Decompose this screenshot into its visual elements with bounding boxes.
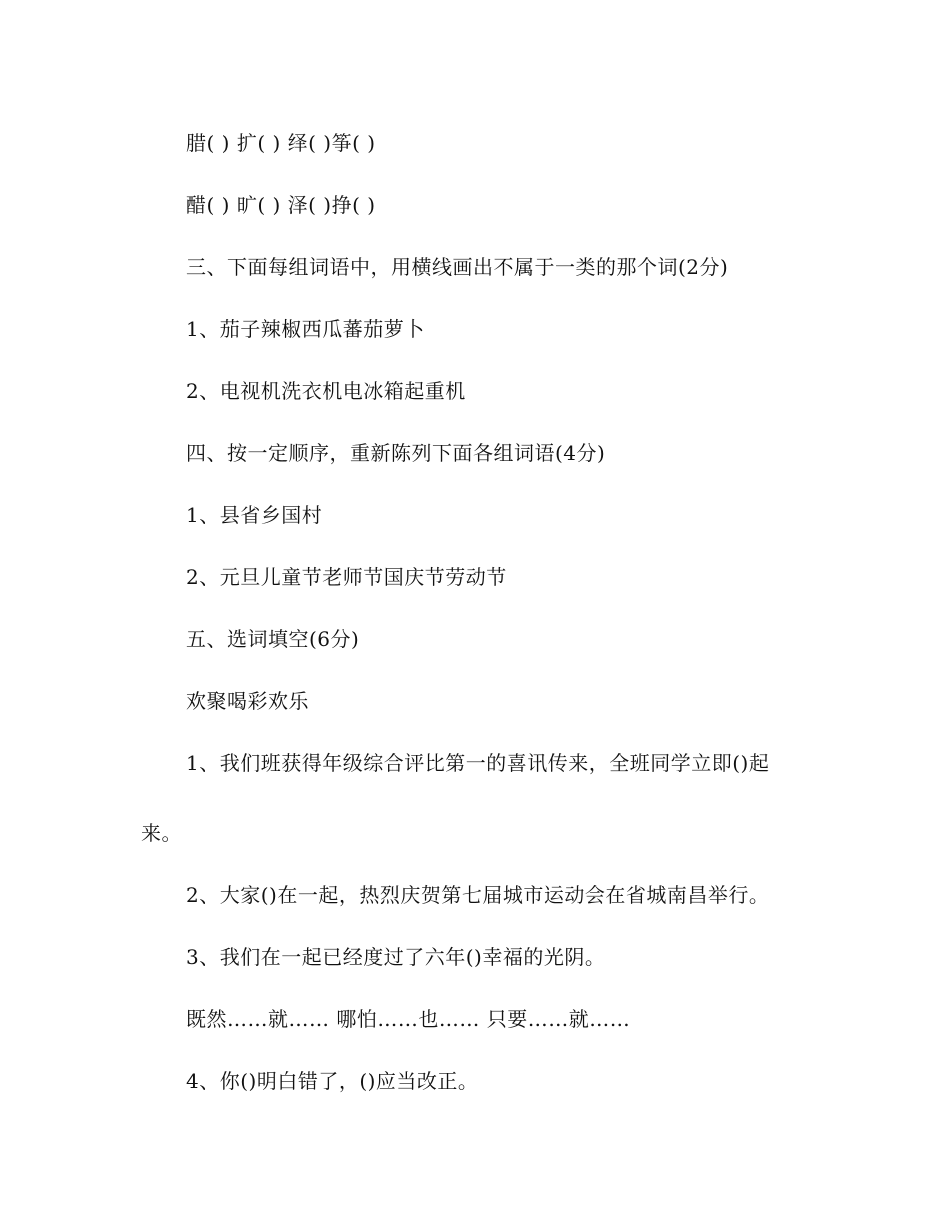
char-fill-row-2: 醋( ) 旷( ) 泽( )挣( )	[186, 193, 376, 217]
question-5-item-1: 1、我们班获得年级综合评比第一的喜讯传来，全班同学立即()起	[186, 751, 770, 775]
question-3-item-2: 2、电视机洗衣机电冰箱起重机	[186, 379, 466, 403]
question-5-item-4: 4、你()明白错了，()应当改正。	[186, 1069, 479, 1093]
word-choices-2: 既然……就…… 哪怕……也…… 只要……就……	[186, 1007, 631, 1031]
question-5-item-3: 3、我们在一起已经度过了六年()幸福的光阴。	[186, 945, 606, 969]
question-3-item-1: 1、茄子辣椒西瓜蕃茄萝卜	[186, 317, 425, 341]
question-4-item-1: 1、县省乡国村	[186, 503, 323, 527]
section-heading-3: 三、下面每组词语中，用横线画出不属于一类的那个词(2分)	[186, 255, 729, 279]
question-4-item-2: 2、元旦儿童节老师节国庆节劳动节	[186, 565, 507, 589]
question-5-item-2: 2、大家()在一起，热烈庆贺第七届城市运动会在省城南昌举行。	[186, 883, 770, 907]
section-heading-4: 四、按一定顺序，重新陈列下面各组词语(4分)	[186, 441, 606, 465]
char-fill-row-1: 腊( ) 扩( ) 绎( )筝( )	[186, 131, 376, 155]
section-heading-5: 五、选词填空(6分)	[186, 627, 360, 651]
question-5-item-1-continued: 来。	[141, 821, 182, 845]
word-choices-1: 欢聚喝彩欢乐	[186, 689, 309, 713]
